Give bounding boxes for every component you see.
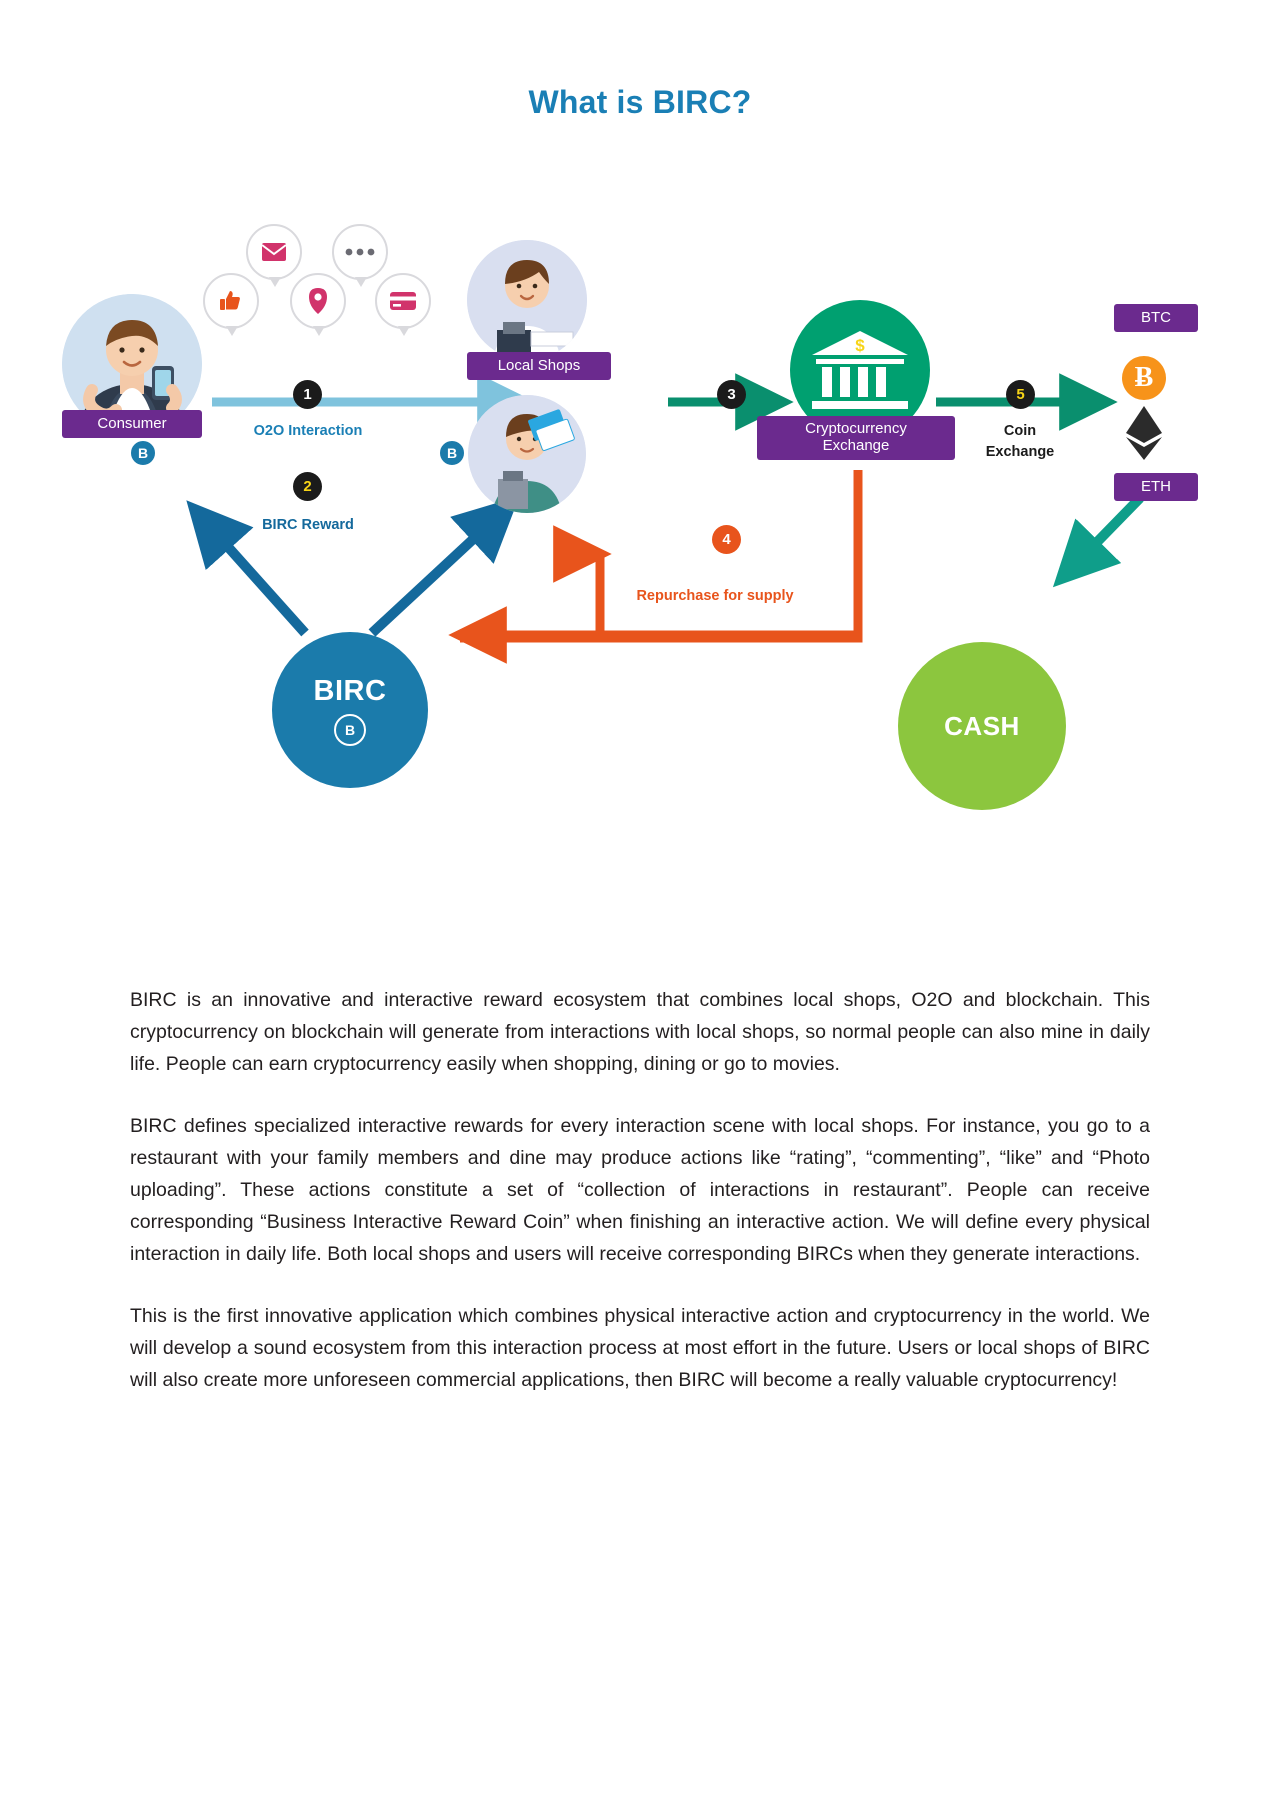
step-3-badge: 3 xyxy=(717,380,746,409)
exchange-label-line2: Exchange xyxy=(822,437,890,455)
eth-label: ETH xyxy=(1114,473,1198,501)
step-2-caption: BIRC Reward xyxy=(262,517,354,533)
location-pin-icon xyxy=(290,273,346,329)
step-5-caption-line1: Coin xyxy=(1003,423,1037,439)
cash-label: CASH xyxy=(944,710,1020,741)
bitcoin-icon: Ƀ xyxy=(1122,356,1166,400)
step-2-badge: 2 xyxy=(293,472,322,501)
thumbs-up-icon xyxy=(203,273,259,329)
step-1-badge: 1 xyxy=(293,380,322,409)
birc-label: BIRC xyxy=(313,674,387,707)
svg-text:$: $ xyxy=(855,336,865,355)
step-1-caption: O2O Interaction xyxy=(253,423,363,439)
shop-clerk-avatar xyxy=(468,395,586,513)
shop-birc-token: B xyxy=(437,438,467,468)
step-5-caption-line2: Exchange xyxy=(985,444,1055,460)
local-shops-avatar xyxy=(467,240,587,360)
cryptocurrency-exchange-label xyxy=(757,416,955,460)
birc-coin-icon: B xyxy=(334,714,366,746)
step-4-badge: 4 xyxy=(712,525,741,554)
consumer-label: Consumer xyxy=(62,410,202,438)
cash-node xyxy=(898,642,1066,810)
paragraph-2: BIRC defines specialized interactive rewards for every interaction scene with local shops. For instance, you go to a restaurant with your family members and dine may produce actions like “rating”, “commenting”, “like” and “Photo uploading”. These actions constitute a set of “collection of interactions in restaurant”. People can receive corresponding “Business Interactive Reward Coin” when finishing an interactive action. We will define every physical interaction in daily life. Both local shops and users will receive corresponding BIRCs when they generate interactions. xyxy=(130,1114,1150,1265)
credit-card-icon xyxy=(375,273,431,329)
consumer-birc-token: B xyxy=(128,438,158,468)
body-copy xyxy=(130,985,1150,1397)
btc-label: BTC xyxy=(1114,304,1198,332)
birc-node xyxy=(272,632,428,788)
step-5-badge: 5 xyxy=(1006,380,1035,409)
local-shops-label: Local Shops xyxy=(467,352,611,380)
more-dots-icon xyxy=(332,224,388,280)
birc-ecosystem-diagram xyxy=(0,180,1280,820)
exchange-label-line1: Cryptocurrency xyxy=(805,420,907,437)
page-title: What is BIRC? xyxy=(528,84,752,120)
step-4-caption: Repurchase for supply xyxy=(636,588,794,604)
paragraph-3: This is the first innovative application which combines physical interactive action and cryptocurrency in the world. We will develop a sound ecosystem from this interaction process at most effort in the future. Users or local shops of BIRC will also create more unforeseen commercial applications, then BIRC will become a really valuable cryptocurrency! xyxy=(130,1304,1150,1391)
paragraph-1: BIRC is an innovative and interactive reward ecosystem that combines local shops, O2O and blockchain. This cryptocurrency on blockchain will generate from interactions with local shops, so normal people can also mine in daily life. People can earn cryptocurrency easily when shopping, dining or go to movies. xyxy=(130,989,1150,1075)
mail-icon xyxy=(246,224,302,280)
diagram-arrows xyxy=(0,180,1280,820)
ethereum-icon xyxy=(1124,406,1164,465)
